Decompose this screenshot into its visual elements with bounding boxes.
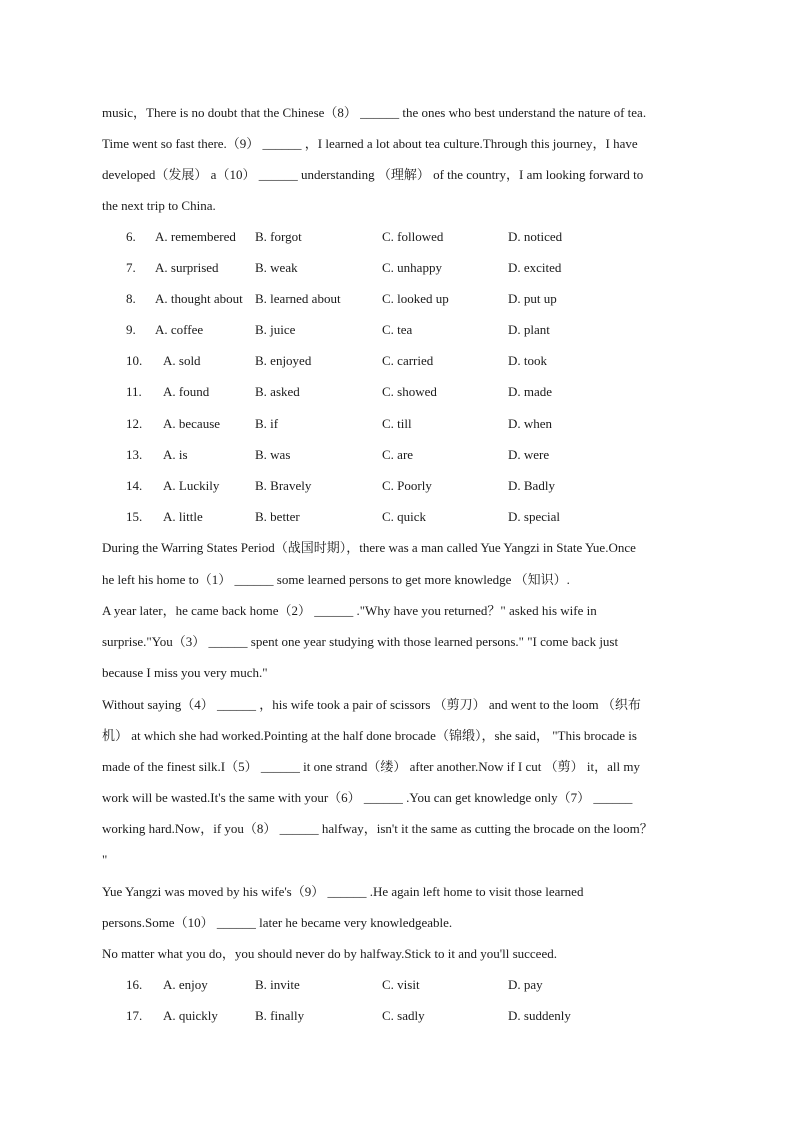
option-a: A. little <box>163 509 203 524</box>
option-b: B. asked <box>255 384 300 399</box>
question-number: 10. <box>126 353 143 368</box>
question-number: 7. <box>126 260 136 275</box>
question-number: 6. <box>126 229 136 244</box>
option-b: B. learned about <box>255 291 341 306</box>
question-number: 13. <box>126 447 143 462</box>
passage2-line: made of the finest silk.I（5） ______ it one strand（缕） after another.Now if I cut （剪） it，all my <box>102 759 640 774</box>
question-row-13 <box>0 447 794 463</box>
question-row-6 <box>0 229 794 245</box>
option-a: A. remembered <box>155 229 236 244</box>
option-a: A. quickly <box>163 1008 218 1023</box>
question-number: 14. <box>126 478 143 493</box>
question-row-7 <box>0 260 794 276</box>
option-d: D. plant <box>508 322 550 337</box>
question-row-12 <box>0 416 794 432</box>
option-a: A. found <box>163 384 210 399</box>
question-row-16 <box>0 977 794 993</box>
option-a: A. Luckily <box>163 478 220 493</box>
question-row-10 <box>0 353 794 369</box>
option-b: B. invite <box>255 977 300 992</box>
question-row-11 <box>0 384 794 400</box>
passage2-line: Yue Yangzi was moved by his wife's（9） ______ .He again left home to visit those learned <box>102 884 584 899</box>
option-c: C. looked up <box>382 291 449 306</box>
passage2-line: surprise."You（3） ______ spent one year studying with those learned persons." "I come back just <box>102 634 619 649</box>
question-number: 17. <box>126 1008 143 1023</box>
option-a: A. because <box>163 416 221 431</box>
passage2-line: 机） at which she had worked.Pointing at the half done brocade（锦缎），she said， "This brocade is <box>102 728 637 743</box>
option-a: A. sold <box>163 353 201 368</box>
option-b: B. if <box>255 416 279 431</box>
option-b: B. was <box>255 447 291 462</box>
passage1-line: Time went so fast there.（9） ______ ，I learned a lot about tea culture.Through this journey，I have <box>102 136 638 151</box>
option-d: D. special <box>508 509 560 524</box>
option-c: C. visit <box>382 977 420 992</box>
passage2-line: No matter what you do，you should never do by halfway.Stick to it and you'll succeed. <box>102 946 557 961</box>
option-b: B. enjoyed <box>255 353 312 368</box>
question-number: 11. <box>126 384 142 399</box>
option-c: C. quick <box>382 509 427 524</box>
passage2-line: During the Warring States Period（战国时期），there was a man called Yue Yangzi in State Yue.Once <box>102 540 636 555</box>
question-number: 9. <box>126 322 136 337</box>
option-d: D. Badly <box>508 478 555 493</box>
option-d: D. were <box>508 447 550 462</box>
option-b: B. juice <box>255 322 296 337</box>
option-b: B. better <box>255 509 300 524</box>
option-b: B. Bravely <box>255 478 312 493</box>
question-row-17 <box>0 1008 794 1024</box>
option-a: A. surprised <box>155 260 219 275</box>
passage2-line: A year later，he came back home（2） ______ ."Why have you returned？" asked his wife in <box>102 603 597 618</box>
question-number: 12. <box>126 416 143 431</box>
option-d: D. suddenly <box>508 1008 571 1023</box>
option-d: D. pay <box>508 977 543 992</box>
passage1-line: music，There is no doubt that the Chinese（8） ______ the ones who best understand the nature of tea. <box>102 105 647 120</box>
question-number: 16. <box>126 977 143 992</box>
option-b: B. weak <box>255 260 298 275</box>
option-a: A. thought about <box>155 291 243 306</box>
option-c: C. tea <box>382 322 413 337</box>
option-a: A. is <box>163 447 188 462</box>
option-d: D. excited <box>508 260 562 275</box>
option-b: B. finally <box>255 1008 305 1023</box>
question-number: 8. <box>126 291 136 306</box>
option-c: C. sadly <box>382 1008 425 1023</box>
passage1-line: the next trip to China. <box>102 198 216 213</box>
passage2-line: Without saying（4） ______ ，his wife took a pair of scissors （剪刀） and went to the loom （织布 <box>102 697 641 712</box>
question-row-15 <box>0 509 794 525</box>
option-c: C. followed <box>382 229 444 244</box>
passage2-line: persons.Some（10） ______ later he became very knowledgeable. <box>102 915 453 930</box>
option-d: D. put up <box>508 291 557 306</box>
passage2-line: because I miss you very much." <box>102 665 268 680</box>
option-d: D. made <box>508 384 553 399</box>
option-a: A. enjoy <box>163 977 208 992</box>
question-row-9 <box>0 322 794 338</box>
passage2-line: " <box>102 852 108 867</box>
option-c: C. carried <box>382 353 434 368</box>
option-d: D. noticed <box>508 229 563 244</box>
option-b: B. forgot <box>255 229 302 244</box>
passage2-line: work will be wasted.It's the same with your（6） ______ .You can get knowledge only（7） ______ <box>102 790 633 805</box>
passage2-line: he left his home to（1） ______ some learned persons to get more knowledge （知识）. <box>102 572 570 587</box>
passage1-line: developed（发展） a（10） ______ understanding （理解） of the country，I am looking forward to <box>102 167 644 182</box>
passage2-line: working hard.Now，if you（8） ______ halfway，isn't it the same as cutting the brocade on the loom？ <box>102 821 653 836</box>
option-c: C. are <box>382 447 414 462</box>
option-d: D. took <box>508 353 547 368</box>
option-c: C. Poorly <box>382 478 432 493</box>
option-c: C. till <box>382 416 412 431</box>
question-row-8 <box>0 291 794 307</box>
question-number: 15. <box>126 509 143 524</box>
option-c: C. unhappy <box>382 260 442 275</box>
question-row-14 <box>0 478 794 494</box>
option-c: C. showed <box>382 384 437 399</box>
option-d: D. when <box>508 416 553 431</box>
option-a: A. coffee <box>155 322 204 337</box>
